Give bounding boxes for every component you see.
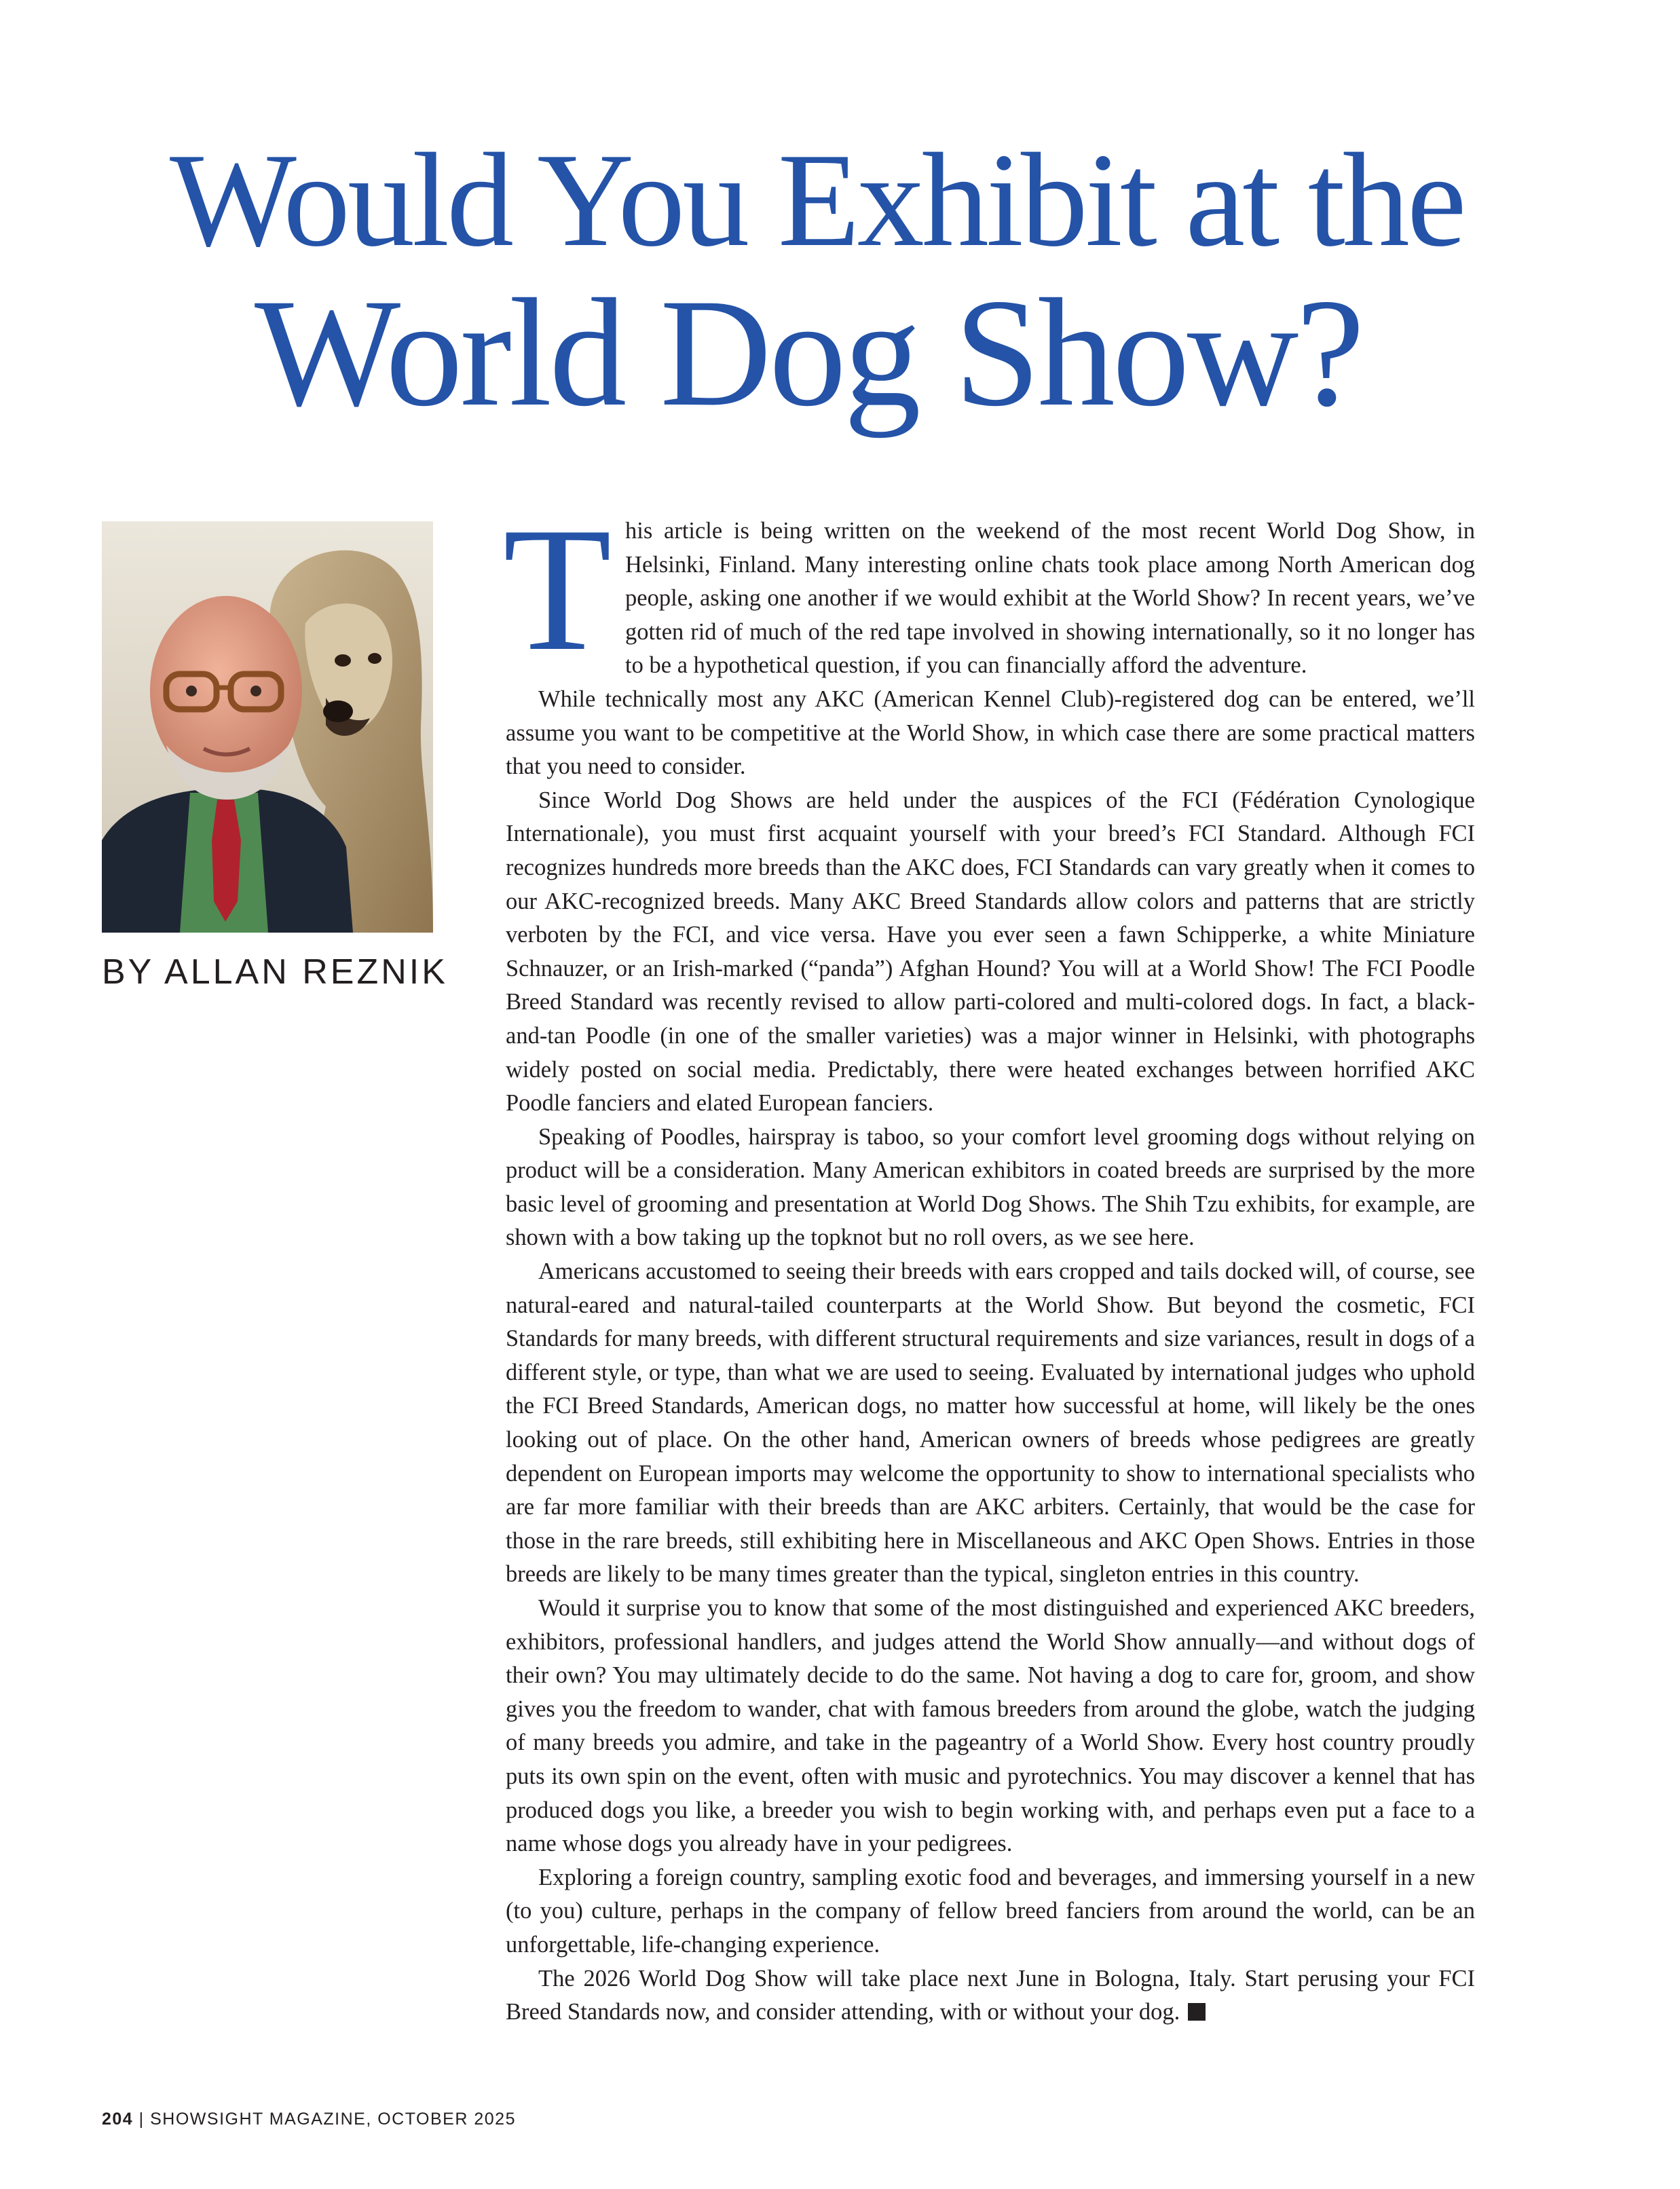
author-byline: BY ALLAN REZNIK <box>102 952 448 992</box>
article-paragraph-last: The 2026 World Dog Show will take place next June in Bologna, Italy. Start perusing your FCI Breed Standards now, and consider attending, with or without your dog. <box>506 1965 1475 2025</box>
footer-separator: | <box>138 2110 145 2129</box>
author-photo <box>102 521 433 933</box>
article-paragraph: While technically most any AKC (American Kennel Club)-registered dog can be entered, we’ll assume you want to be competitive at the World Show, in which case there are some practical matters that you need to consider. <box>506 686 1475 780</box>
end-of-article-mark <box>1188 2003 1206 2021</box>
article-paragraph: Exploring a foreign country, sampling exotic food and beverages, and immersing yourself in a new (to you) culture, perhaps in the company of fellow breed fanciers from around the world, can be an unforgettable, life-changing experience. <box>506 1864 1475 1958</box>
article-paragraph: This article is being written on the weekend of the most recent World Dog Show, in Helsinki, Finland. Many interesting online chats took place among North American dog people, asking one another if we would exhibit at the World Show? In recent years, we’ve gotten rid of much of the red tape involved in showing internationally, so it no longer has to be a hypothetical question, if you can financially afford the adventure. <box>503 491 1475 688</box>
article-body <box>503 491 1475 2029</box>
drop-cap: T <box>503 491 612 688</box>
article-title-line-2: World Dog Show? <box>255 267 1362 438</box>
article-paragraph: Speaking of Poodles, hairspray is taboo, so your comfort level grooming dogs without relying on product will be a consideration. Many American exhibitors in coated breeds are surprised by the more basic level of grooming and presentation at World Dog Shows. The Shih Tzu exhibits, for example, are shown with a bow taking up the topknot but no roll overs, as we see here. <box>506 1123 1475 1251</box>
article-paragraph: Since World Dog Shows are held under the auspices of the FCI (Fédération Cynologique Internationale), you must first acquaint yourself with your breed’s FCI Standard. Although FCI recognizes hundreds more breeds than the AKC does, FCI Standards can vary greatly when it comes to our AKC-recognized breeds. Many AKC Breed Standards allow colors and patterns that are strictly verboten by the FCI, and vice versa. Have you ever seen a fawn Schipperke, a white Miniature Schnauzer, or an Irish-marked (“panda”) Afghan Hound? You will at a World Show! The FCI Poodle Breed Standard was recently revised to allow parti-colored and multi-colored dogs. In fact, a black-and-tan Poodle (in one of the smaller varieties) was a major winner in Helsinki, with photographs widely posted on social media. Predictably, there were heated exchanges between horrified AKC Poodle fanciers and elated European fanciers. <box>506 787 1475 1117</box>
article-paragraph: Would it surprise you to know that some of the most distinguished and experienced AKC breeders, exhibitors, professional handlers, and judges attend the World Show annually—and without dogs of their own? You may ultimately decide to do the same. Not having a dog to care for, groom, and show gives you the freedom to wander, chat with famous breeders from around the globe, watch the judging of many breeds you admire, and take in the pageantry of a World Show. Every host country proudly puts its own spin on the event, often with music and pyrotechnics. You may discover a kennel that has produced dogs you like, a breeder you wish to begin working with, and perhaps even put a face to a name whose dogs you already have in your pedigrees. <box>506 1595 1475 1857</box>
page-number: 204 <box>102 2110 134 2129</box>
article-paragraph: Americans accustomed to seeing their breeds with ears cropped and tails docked will, of course, see natural-eared and natural-tailed counterparts at the World Show. But beyond the cosmetic, FCI Standards for many breeds, with different structural requirements and size variances, result in dogs of a different style, or type, than what we are used to seeing. Evaluated by international judges who uphold the FCI Breed Standards, American dogs, no matter how successful at home, will likely be the ones looking out of place. On the other hand, American owners of breeds whose pedigrees are greatly dependent on European imports may welcome the opportunity to show to international specialists who are far more familiar with their breeds than are AKC arbiters. Certainly, that would be the case for those in the rare breeds, still exhibiting here in Miscellaneous and AKC Open Shows. Entries in those breeds are likely to be many times greater than the typical, singleton entries in this country. <box>506 1258 1475 1588</box>
article-title-line-1: Would You Exhibit at the <box>170 126 1464 274</box>
page-footer <box>102 2110 516 2129</box>
publication-name: SHOWSIGHT MAGAZINE, OCTOBER 2025 <box>150 2110 516 2129</box>
